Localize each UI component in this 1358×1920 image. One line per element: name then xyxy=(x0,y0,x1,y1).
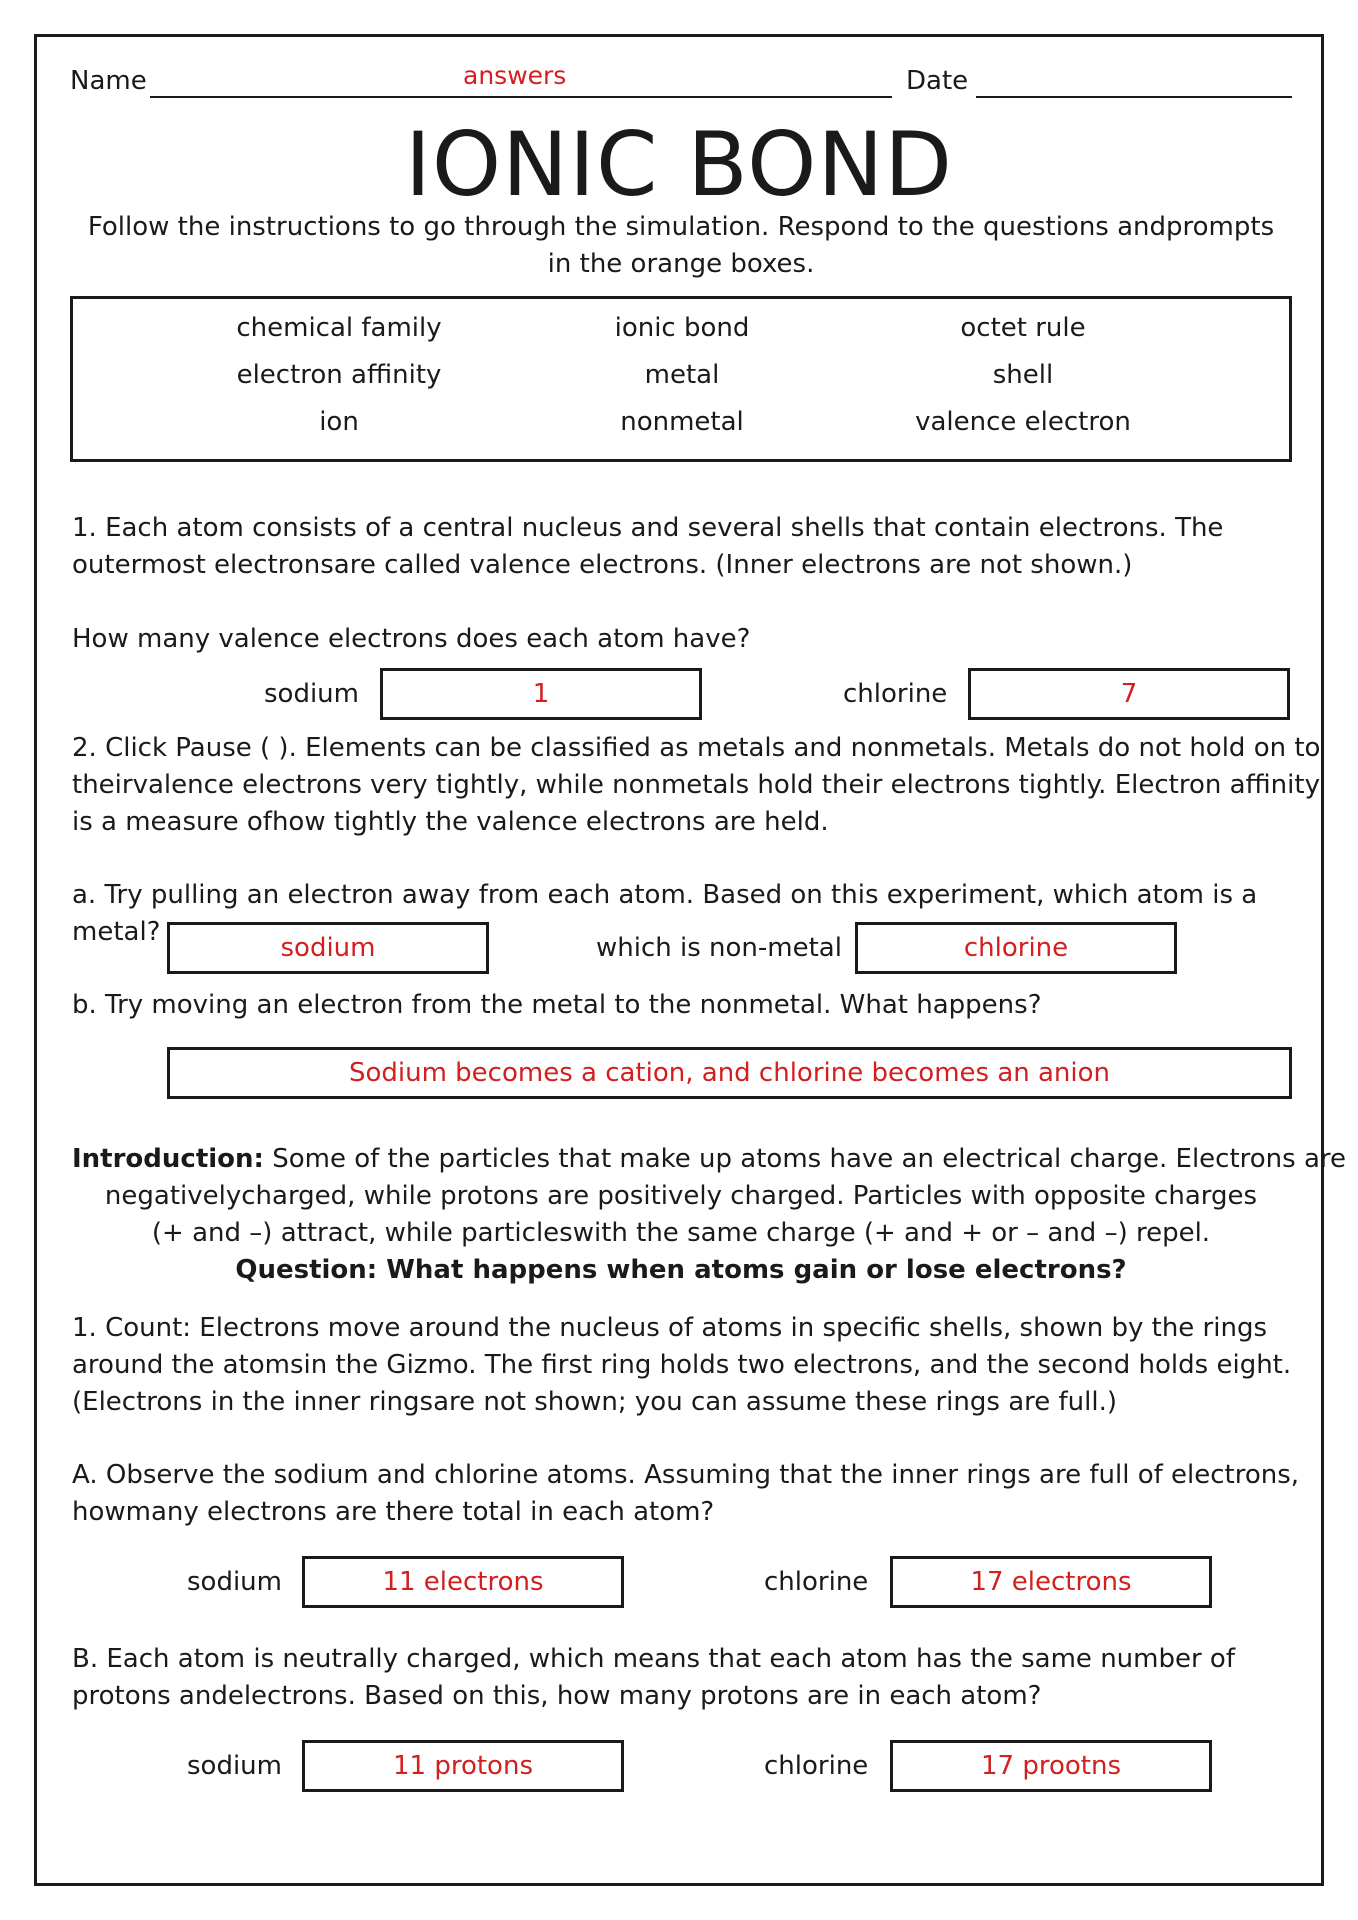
qb-sodium-answer-box[interactable]: 11 protons xyxy=(302,1740,624,1792)
q2a-nonmetal-answer-box[interactable]: chlorine xyxy=(855,922,1177,974)
count-text-line1: 1. Count: Electrons move around the nucleus of atoms in specific shells, shown by the rings xyxy=(72,1313,1267,1343)
vocabulary-box xyxy=(70,296,1292,462)
qb-chlorine-label: chlorine xyxy=(764,1751,869,1781)
q2-text-line1: 2. Click Pause ( ). Elements can be classified as metals and nonmetals. Metals do not hold on to xyxy=(72,733,1321,763)
q1-question: How many valence electrons does each atom have? xyxy=(72,624,751,654)
intro-question: Question: What happens when atoms gain or lose electrons? xyxy=(235,1255,1127,1285)
q2a-nonmetal-label: which is non-metal xyxy=(596,933,842,963)
date-label: Date xyxy=(906,66,969,96)
instructions: Follow the instructions to go through the simulation. Respond to the questions andprompts in the orange boxes. xyxy=(87,212,1275,279)
name-label: Name xyxy=(70,66,147,96)
qa-chlorine-label: chlorine xyxy=(764,1567,869,1597)
vocab-term: octet rule xyxy=(960,313,1086,343)
intro-text-line2: negativelycharged, while protons are positively charged. Particles with opposite charges xyxy=(104,1181,1258,1211)
q1-chlorine-answer-box[interactable]: 7 xyxy=(968,668,1290,720)
intro-text-line1: Some of the particles that make up atoms have an electrical charge. Electrons are xyxy=(263,1144,1347,1174)
qb-chlorine-answer-box[interactable]: 17 prootns xyxy=(890,1740,1212,1792)
q2a-metal-answer-box[interactable]: sodium xyxy=(167,922,489,974)
q1-sodium-answer-box[interactable]: 1 xyxy=(380,668,702,720)
vocab-term: nonmetal xyxy=(620,407,744,437)
vocab-term: shell xyxy=(992,360,1054,390)
vocab-term: metal xyxy=(644,360,720,390)
count-text-line2: around the atomsin the Gizmo. The first ring holds two electrons, and the second holds eight. xyxy=(72,1350,1292,1380)
qa-text-line1: A. Observe the sodium and chlorine atoms. Assuming that the inner rings are full of electrons, xyxy=(72,1460,1300,1490)
vocab-term: valence electron xyxy=(915,407,1131,437)
q2-text-line2: theirvalence electrons very tightly, while nonmetals hold their electrons tightly. Electron affinity xyxy=(72,770,1320,800)
vocab-term: ionic bond xyxy=(614,313,750,343)
vocab-term: chemical family xyxy=(236,313,442,343)
q1-chlorine-label: chlorine xyxy=(843,679,948,709)
vocab-term: ion xyxy=(319,407,359,437)
qb-text-line1: B. Each atom is neutrally charged, which means that each atom has the same number of xyxy=(72,1644,1235,1674)
qa-chlorine-answer-box[interactable]: 17 electrons xyxy=(890,1556,1212,1608)
q2a-text-line2: metal? xyxy=(72,917,161,947)
name-value[interactable]: answers xyxy=(463,61,567,90)
intro-label: Introduction: xyxy=(72,1144,264,1174)
q2-text-line3: is a measure ofhow tightly the valence electrons are held. xyxy=(72,807,829,837)
qa-text-line2: howmany electrons are there total in each atom? xyxy=(72,1497,715,1527)
vocab-term: electron affinity xyxy=(236,360,442,390)
q1-text-line1: 1. Each atom consists of a central nucleus and several shells that contain electrons. The xyxy=(72,513,1224,543)
qb-text-line2: protons andelectrons. Based on this, how many protons are in each atom? xyxy=(72,1681,1042,1711)
date-line[interactable] xyxy=(976,96,1292,98)
q2b-answer-box[interactable]: Sodium becomes a cation, and chlorine becomes an anion xyxy=(167,1047,1292,1099)
q1-sodium-label: sodium xyxy=(264,679,359,709)
q1-text-line2: outermost electronsare called valence electrons. (Inner electrons are not shown.) xyxy=(72,550,1133,580)
q2a-text-line1: a. Try pulling an electron away from each atom. Based on this experiment, which atom is a xyxy=(72,880,1258,910)
intro-line1 xyxy=(72,1141,1347,1178)
name-line xyxy=(150,96,892,98)
intro-text-line3: (+ and –) attract, while particleswith the same charge (+ and + or – and –) repel. xyxy=(151,1218,1211,1248)
qa-sodium-answer-box[interactable]: 11 electrons xyxy=(302,1556,624,1608)
q2b-text: b. Try moving an electron from the metal to the nonmetal. What happens? xyxy=(72,990,1042,1020)
qb-sodium-label: sodium xyxy=(187,1751,282,1781)
qa-sodium-label: sodium xyxy=(187,1567,282,1597)
page-title: IONIC BOND xyxy=(404,113,954,216)
count-text-line3: (Electrons in the inner ringsare not shown; you can assume these rings are full.) xyxy=(72,1387,1118,1417)
